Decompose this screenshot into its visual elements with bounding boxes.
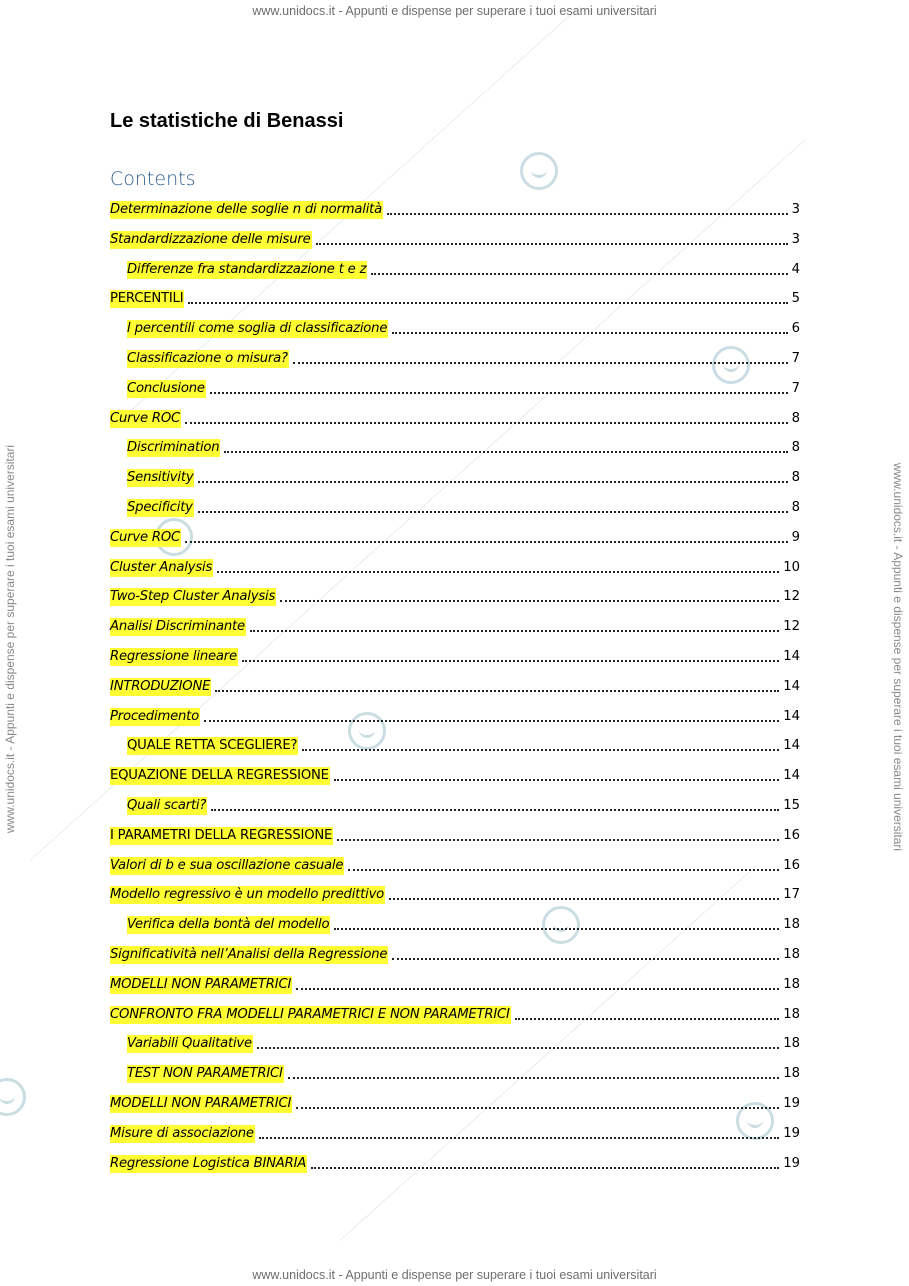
toc-entry-label[interactable]: Quali scarti? [127,798,207,813]
toc-leader-dots [371,272,787,275]
toc-entry[interactable] [110,286,800,308]
toc-leader-dots [204,719,779,722]
toc-entry-page-number: 14 [783,649,800,664]
toc-entry-label[interactable]: INTRODUZIONE [110,678,211,694]
toc-leader-dots [296,987,779,990]
toc-entry[interactable] [110,555,800,577]
toc-entry[interactable] [110,1151,800,1173]
toc-entry[interactable] [110,1061,800,1083]
toc-entry-page-number: 7 [791,380,800,396]
toc-entry-label[interactable]: TEST NON PARAMETRICI [127,1066,283,1082]
toc-entry[interactable] [110,197,800,219]
toc-entry[interactable] [110,763,800,785]
toc-entry-page-number: 19 [783,1155,800,1171]
toc-entry-page-number: 19 [783,1125,800,1141]
toc-entry-page-number: 18 [783,1066,800,1082]
toc-entry-label[interactable]: Determinazione delle soglie n di normalità [110,202,383,217]
toc-entry[interactable] [110,733,800,755]
toc-entry[interactable] [110,316,800,338]
toc-entry[interactable] [110,614,800,636]
toc-entry-page-number: 6 [791,321,800,337]
toc-entry-page-number: 14 [783,708,800,724]
toc-entry-page-number: 18 [783,1036,800,1052]
watermark-right: www.unidocs.it - Appunti e dispense per superare i tuoi esami universitari [891,462,905,852]
toc-entry-label[interactable]: PERCENTILI [110,291,184,307]
toc-leader-dots [288,1076,779,1079]
toc-entry[interactable] [110,376,800,398]
toc-leader-dots [185,540,788,543]
toc-entry-page-number: 3 [791,202,800,217]
toc-entry-page-number: 12 [783,589,800,605]
toc-entry-page-number: 18 [783,917,800,933]
toc-entry-page-number: 3 [791,231,800,247]
toc-entry-page-number: 18 [783,976,800,992]
toc-entry[interactable] [110,525,800,547]
toc-leader-dots [389,897,779,900]
toc-entry-label[interactable]: Regressione lineare [110,649,237,664]
toc-entry-page-number: 19 [783,1096,800,1111]
toc-entry-page-number: 16 [783,857,800,873]
toc-entry-page-number: 8 [791,440,800,456]
toc-entry-page-number: 18 [783,947,800,962]
toc-entry[interactable] [110,257,800,279]
unidocs-logo-icon [520,152,558,190]
toc-entry-label[interactable]: EQUAZIONE DELLA REGRESSIONE [110,768,329,784]
toc-entry-page-number: 5 [791,291,800,307]
toc-leader-dots [185,421,788,424]
toc-entry-label[interactable]: Two-Step Cluster Analysis [110,589,276,605]
toc-entry[interactable] [110,346,800,368]
toc-entry-label[interactable]: Conclusione [127,380,205,396]
toc-entry-page-number: 14 [783,738,800,754]
toc-entry[interactable] [110,1121,800,1143]
toc-entry[interactable] [110,406,800,428]
watermark-left: www.unidocs.it - Appunti e dispense per superare i tuoi esami universitari [3,444,17,834]
toc-entry[interactable] [110,972,800,994]
watermark-bottom: www.unidocs.it - Appunti e dispense per superare i tuoi esami universitari [252,1268,657,1282]
toc-entry-label[interactable]: Standardizzazione delle misure [110,231,311,247]
toc-entry[interactable] [110,495,800,517]
toc-leader-dots [250,629,779,632]
toc-leader-dots [217,570,779,573]
toc-entry-page-number: 18 [783,1006,800,1022]
toc-leader-dots [198,480,787,483]
toc-leader-dots [334,778,779,781]
toc-entry-page-number: 8 [791,410,800,426]
toc-entry[interactable] [110,912,800,934]
toc-entry-label[interactable]: Analisi Discriminante [110,619,245,635]
toc-entry-label[interactable]: I percentili come soglia di classificazione [127,321,388,337]
unidocs-logo-icon [0,1078,26,1116]
toc-entry-label[interactable]: Discrimination [127,440,220,456]
toc-entry-label[interactable]: QUALE RETTA SCEGLIERE? [127,738,298,754]
toc-entry-label[interactable]: I PARAMETRI DELLA REGRESSIONE [110,827,333,843]
toc-leader-dots [316,242,788,245]
toc-entry-label[interactable]: Procedimento [110,708,199,724]
toc-entry-page-number: 4 [791,261,800,277]
toc-leader-dots [392,957,779,960]
toc-entry[interactable] [110,1091,800,1113]
toc-leader-dots [211,808,779,811]
toc-entry-page-number: 9 [791,529,800,545]
toc-leader-dots [280,599,779,602]
toc-entry-label[interactable]: Specificity [127,500,193,515]
toc-entry[interactable] [110,465,800,487]
toc-leader-dots [392,331,787,334]
toc-leader-dots [257,1046,779,1049]
toc-leader-dots [296,1106,779,1109]
toc-entry-label[interactable]: CONFRONTO FRA MODELLI PARAMETRICI E NON PARAMETRICI [110,1006,510,1022]
toc-entry-page-number: 10 [783,559,800,575]
toc-leader-dots [215,689,779,692]
toc-entry-label[interactable]: Cluster Analysis [110,559,213,575]
toc-entry-page-number: 15 [783,798,800,813]
toc-entry-label[interactable]: MODELLI NON PARAMETRICI [110,976,292,992]
toc-entry[interactable] [110,584,800,606]
toc-leader-dots [515,1017,780,1020]
toc-entry-label[interactable]: Variabili Qualitative [127,1036,252,1052]
contents-heading: Contents [110,168,196,190]
toc-leader-dots [259,1136,779,1139]
toc-entry-page-number: 14 [783,768,800,784]
toc-entry[interactable] [110,823,800,845]
toc-entry-label[interactable]: Misure di associazione [110,1125,254,1141]
toc-entry-label[interactable]: Regressione Logistica BINARIA [110,1155,307,1171]
toc-entry-label[interactable]: Curve ROC [110,410,181,426]
toc-entry[interactable] [110,674,800,696]
toc-leader-dots [198,510,788,513]
toc-leader-dots [188,301,787,304]
toc-leader-dots [348,868,779,871]
toc-entry[interactable] [110,882,800,904]
toc-entry[interactable] [110,793,800,815]
toc-entry-label[interactable]: Differenze fra standardizzazione t e z [127,261,367,277]
toc-entry[interactable] [110,435,800,457]
toc-entry-page-number: 8 [791,470,800,486]
toc-entry-label[interactable]: Curve ROC [110,529,181,545]
toc-leader-dots [387,212,788,215]
toc-entry-page-number: 16 [783,827,800,843]
toc-leader-dots [293,361,788,364]
toc-entry[interactable] [110,644,800,666]
toc-entry-label[interactable]: Valori di b e sua oscillazione casuale [110,857,344,873]
toc-leader-dots [302,748,779,751]
toc-entry[interactable] [110,1031,800,1053]
toc-entry-page-number: 8 [791,500,800,515]
toc-entry-label[interactable]: Modello regressivo è un modello predittivo [110,887,385,903]
toc-entry[interactable] [110,704,800,726]
watermark-top: www.unidocs.it - Appunti e dispense per superare i tuoi esami universitari [252,4,657,18]
toc-entry-label[interactable]: Sensitivity [127,470,194,486]
toc-entry-label[interactable]: Significatività nell’Analisi della Regressione [110,947,388,962]
toc-entry-page-number: 14 [783,678,800,694]
toc-entry[interactable] [110,853,800,875]
toc-entry[interactable] [110,942,800,964]
document-title: Le statistiche di Benassi [110,110,344,132]
toc-leader-dots [242,659,779,662]
toc-entry-page-number: 12 [783,619,800,635]
toc-entry[interactable] [110,1002,800,1024]
toc-entry-label[interactable]: Classificazione o misura? [127,351,288,366]
toc-entry-page-number: 17 [783,887,800,903]
toc-leader-dots [224,450,787,453]
toc-entry-label[interactable]: MODELLI NON PARAMETRICI [110,1096,292,1111]
toc-entry[interactable] [110,227,800,249]
toc-entry-page-number: 7 [791,351,800,366]
toc-leader-dots [334,927,779,930]
toc-leader-dots [337,838,779,841]
toc-entry-label[interactable]: Verifica della bontà del modello [127,917,330,933]
toc-leader-dots [210,391,788,394]
toc-leader-dots [311,1166,779,1169]
